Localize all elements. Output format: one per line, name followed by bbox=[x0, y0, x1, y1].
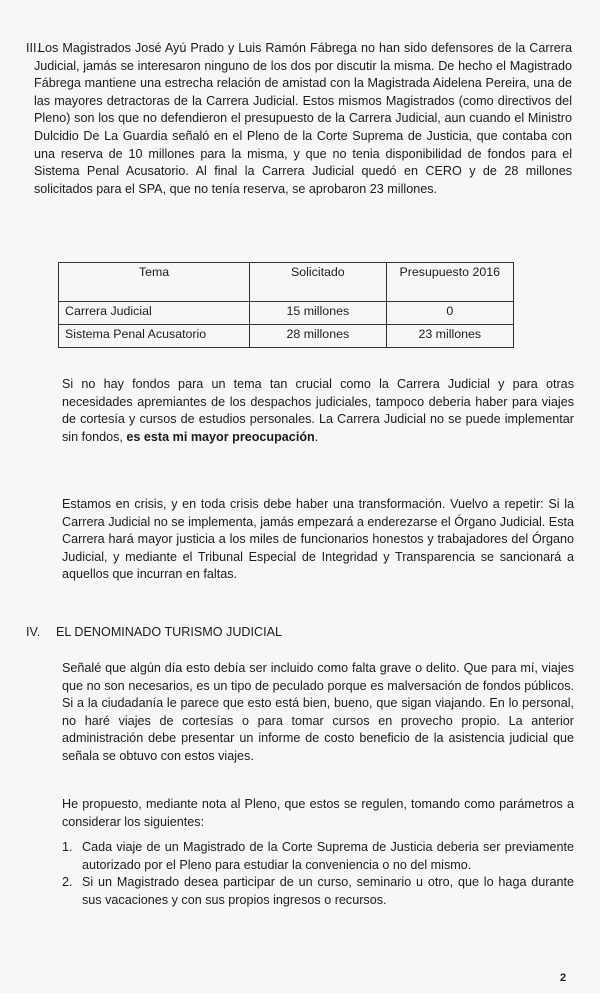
list-item bbox=[62, 839, 574, 874]
paragraph-funds bbox=[62, 376, 574, 446]
section-iv-title: EL DENOMINADO TURISMO JUDICIAL bbox=[56, 625, 283, 639]
section-iii-text: Los Magistrados José Ayú Prado y Luis Ramón Fábrega no han sido defensores de la Carrera Judicial, jamás se interesaron ninguno de los dos por discutir la misma. De hecho el Magistrado Fábrega mantiene una estrecha relación de amistad con la Magistrada Aidelena Pereira, una de las mayores detractoras de la Carrera Judicial. Estos mismos Magistrados (como directivos del Pleno) son los que no defendieron el presupuesto de la Carrera Judicial, aun cuando el Ministro Dulcidio De La Guardia señaló en el Pleno de la Corte Suprema de Justicia, que contaba con una reserva de 10 millones para la misma, y que no tenia disponibilidad de fondos para el Sistema Penal Acusatorio. Al final la Carrera Judicial quedó en CERO y de 28 millones solicitados para el SPA, que no tenía reserva, se aprobaron 23 millones. bbox=[34, 41, 572, 196]
section-iv-heading bbox=[26, 624, 566, 642]
table-header-presupuesto: Presupuesto 2016 bbox=[386, 263, 513, 302]
section-number: IV. bbox=[26, 625, 41, 639]
list-item bbox=[62, 874, 574, 909]
paragraph-crisis-text: Estamos en crisis, y en toda crisis debe haber una transformación. Vuelvo a repetir: Si la Carrera Judicial no se implementa, jamás empezará a enderezarse el Órgano Judicial. Esta Carrera hará mayor justicia a los miles de funcionarios honestos y trabajadores del Órgano Judicial, y mediante el Tribunal Especial de Integridad y Transparencia se sancionará a aquellos que incurran en faltas. bbox=[62, 497, 574, 582]
paragraph-funds-text: Si no hay fondos para un tema tan crucial como la Carrera Judicial y para otras necesidades apremiantes de los despachos judiciales, tampoco deberia haber para viajes de cortesía y cursos de estudios personales. La Carrera Judicial no se puede implementar sin fondos, bbox=[62, 377, 574, 444]
section-iii-paragraph bbox=[26, 40, 572, 198]
paragraph-funds-end: . bbox=[314, 429, 319, 444]
paragraph-proposal bbox=[62, 796, 574, 910]
page-number: 2 bbox=[560, 972, 567, 984]
list-item-text: Cada viaje de un Magistrado de la Corte Suprema de Justicia deberia ser previamente autorizado por el Pleno para estudiar la conveniencia o no del mismo. bbox=[82, 840, 574, 872]
table-row bbox=[59, 302, 514, 325]
proposal-list bbox=[62, 839, 574, 909]
paragraph-turismo-text: Señalé que algún día esto debía ser incluido como falta grave o delito. Que para mí, viajes que no son necesarios, es un tipo de peculado porque es malversación de fondos públicos. Si a la ciudadanía le parece que esto está bien, bueno, que sigan viajando. En lo personal, no haré viajes de cortesías o para tomar cursos en provecho propio. La anterior administración debe presentar un informe de costo beneficio de la asistencia judicial que señala se obtuvo con estos viajes. bbox=[62, 661, 574, 763]
paragraph-funds-bold: es esta mi mayor preocupación bbox=[122, 429, 315, 444]
list-item-number: 1. bbox=[62, 840, 73, 855]
table-header-row bbox=[59, 263, 514, 302]
table-cell: 0 bbox=[386, 302, 513, 325]
paragraph-turismo bbox=[62, 660, 574, 766]
budget-table bbox=[58, 262, 514, 348]
table-cell: 28 millones bbox=[250, 325, 387, 348]
list-item-number: 2. bbox=[62, 875, 73, 890]
table-cell: Sistema Penal Acusatorio bbox=[59, 325, 250, 348]
table-header-solicitado: Solicitado bbox=[250, 263, 387, 302]
section-number: III. bbox=[26, 41, 40, 55]
table-cell: 23 millones bbox=[386, 325, 513, 348]
table-header-tema: Tema bbox=[59, 263, 250, 302]
list-item-text: Si un Magistrado desea participar de un curso, seminario u otro, que lo haga durante sus vacaciones y con sus propios ingresos o recursos. bbox=[82, 875, 574, 907]
paragraph-proposal-text: He propuesto, mediante nota al Pleno, que estos se regulen, tomando como parámetros a considerar los siguientes: bbox=[62, 797, 574, 829]
table-cell: Carrera Judicial bbox=[59, 302, 250, 325]
paragraph-crisis bbox=[62, 496, 574, 584]
table-row bbox=[59, 325, 514, 348]
table-cell: 15 millones bbox=[250, 302, 387, 325]
